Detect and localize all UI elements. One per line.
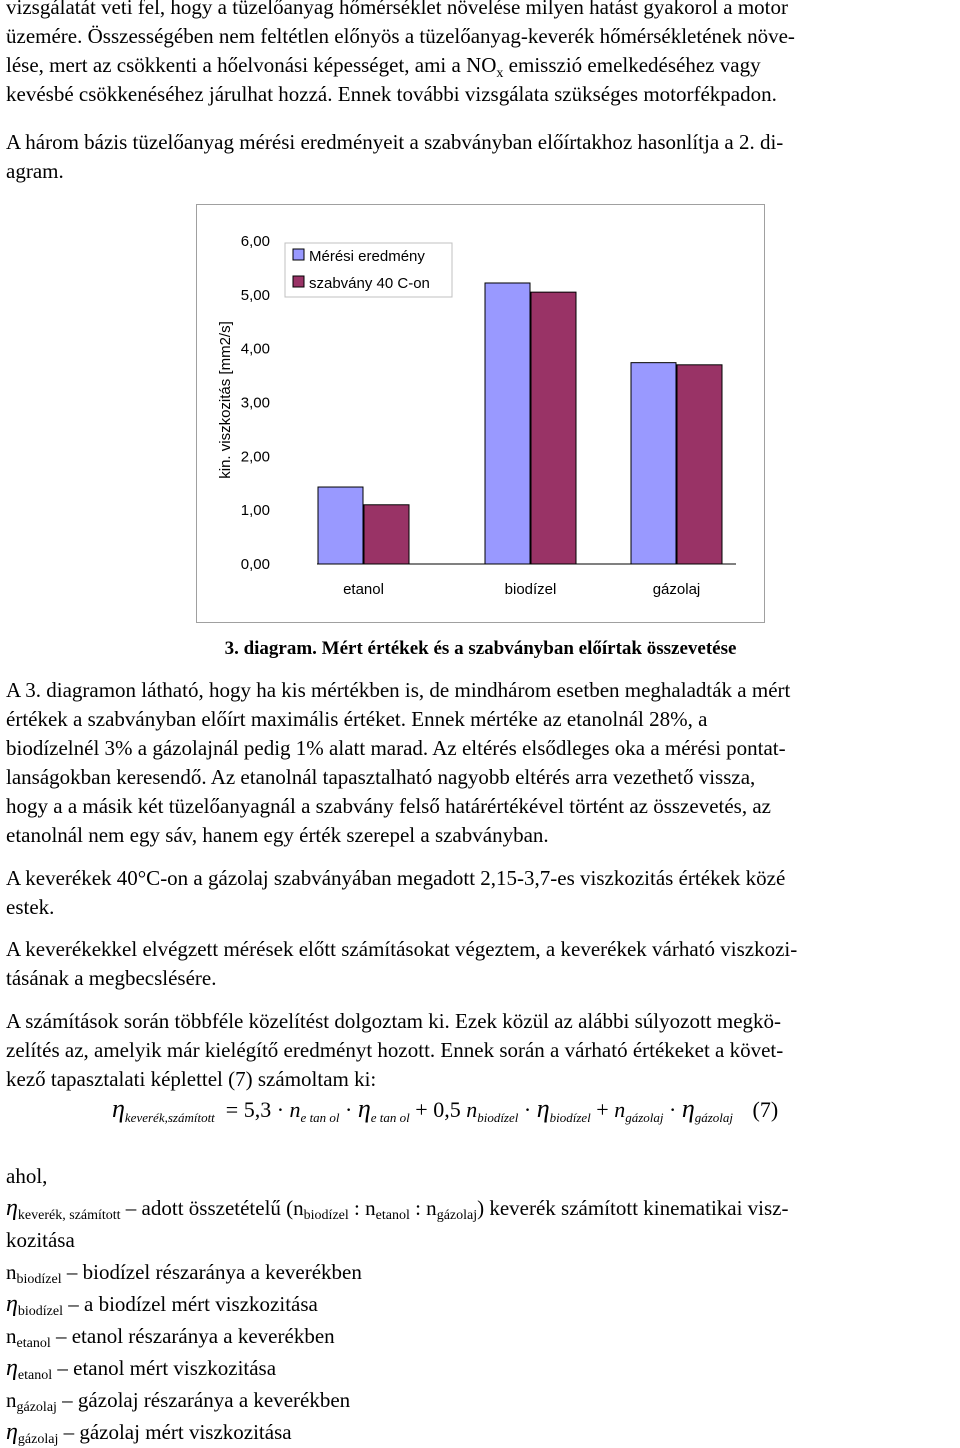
text-line: A keverékekkel elvégzett mérések előtt számításokat végeztem, a keverékek várható viszkozi- bbox=[6, 937, 798, 961]
y-tick-label: 6,00 bbox=[240, 233, 270, 250]
coefficient: 5,3 bbox=[243, 1097, 272, 1122]
dot: · bbox=[276, 1097, 285, 1122]
definition-continuation: kozitása bbox=[6, 1228, 75, 1252]
bar-standard-1 bbox=[531, 292, 576, 564]
x-category-label: gázolaj bbox=[652, 581, 701, 598]
text-segment: ) keverék számított kinematikai visz- bbox=[477, 1196, 789, 1220]
text-segment: – biodízel részaránya a keverékben bbox=[61, 1260, 362, 1284]
eta-symbol: η bbox=[6, 1291, 18, 1317]
text-line: A három bázis tüzelőanyag mérési eredményeit a szabványban előírtakhoz hasonlítja a 2. di- bbox=[6, 130, 784, 154]
subscript: biodízel bbox=[17, 1304, 64, 1319]
coefficient: 0,5 bbox=[433, 1097, 461, 1122]
equation-number: (7) bbox=[752, 1097, 779, 1122]
x-category-label: etanol bbox=[343, 581, 384, 598]
legend-label-standard: szabvány 40 C-on bbox=[309, 275, 430, 292]
x-category-label: biodízel bbox=[504, 581, 557, 598]
plus-sign: + bbox=[415, 1097, 428, 1122]
definition-eta-biodiesel bbox=[6, 1288, 951, 1320]
text-line: hogy a a másik két tüzelőanyagnál a szabvány felső határértékével történt az összevetés, az bbox=[6, 794, 771, 818]
subscript: biodízel bbox=[303, 1208, 349, 1223]
text-line: biodízelnél 3% a gázolajnál pedig 1% alatt marad. Az eltérés elsődleges oka a mérési pontat- bbox=[6, 736, 786, 760]
text-segment: lése, mert az csökkenti a hőelvonási képességet, ami a NO bbox=[6, 53, 497, 77]
formula-7 bbox=[112, 1094, 778, 1126]
eta-symbol: η bbox=[357, 1094, 371, 1123]
text-line: kevésbé csökkenéséhez járulhat hozzá. Ennek további vizsgálata szükséges motorfékpadon. bbox=[6, 82, 777, 106]
subscript: biodízel bbox=[16, 1272, 62, 1287]
variable-n: n bbox=[289, 1097, 301, 1122]
variable-n: n bbox=[614, 1097, 626, 1122]
y-tick-label: 5,00 bbox=[240, 286, 270, 304]
eta-symbol: η bbox=[6, 1355, 18, 1381]
text-segment: – etanol részaránya a keverékben bbox=[50, 1324, 335, 1348]
subscript: gázolaj bbox=[17, 1432, 59, 1447]
subscript: gázolaj bbox=[436, 1208, 478, 1223]
y-axis-label: kin. viszkozitás [mm2/s] bbox=[217, 321, 234, 479]
bar-measured-0 bbox=[318, 487, 363, 564]
definition-eta-mix bbox=[6, 1192, 951, 1224]
text-line: A számítások során többféle közelítést dolgoztam ki. Ezek közül az alábbi súlyozott megkö- bbox=[6, 1009, 782, 1033]
y-tick-label: 4,00 bbox=[240, 340, 270, 358]
eta-symbol: η bbox=[6, 1195, 18, 1221]
bar-standard-2 bbox=[677, 365, 722, 564]
bar-standard-0 bbox=[364, 505, 409, 564]
text-segment: emisszió emelkedéséhez vagy bbox=[508, 53, 761, 77]
text-line: kező tapasztalati képlettel (7) számoltam ki: bbox=[6, 1067, 377, 1091]
subscript: etanol bbox=[17, 1368, 53, 1383]
dot: · bbox=[345, 1097, 353, 1122]
variable-n: n bbox=[6, 1260, 17, 1284]
text-segment: – gázolaj mért viszkozitása bbox=[58, 1420, 292, 1444]
intro-paragraph bbox=[6, 0, 951, 109]
subscript: keverék,számított bbox=[124, 1110, 215, 1125]
text-line: estek. bbox=[6, 895, 55, 919]
eta-symbol: η bbox=[681, 1094, 695, 1123]
text-line: A 3. diagramon látható, hogy ha kis mértékben is, de mindhárom esetben meghaladták a mért bbox=[6, 678, 791, 702]
eta-symbol: η bbox=[6, 1419, 18, 1445]
paragraph-3 bbox=[6, 676, 951, 850]
ahol-label: ahol, bbox=[6, 1164, 48, 1188]
dot: · bbox=[523, 1097, 532, 1122]
subscript: e tan ol bbox=[300, 1110, 340, 1125]
text-line: agram. bbox=[6, 159, 64, 183]
y-tick-label: 1,00 bbox=[240, 502, 270, 520]
definition-eta-ethanol bbox=[6, 1352, 951, 1384]
legend-swatch-standard bbox=[293, 276, 304, 287]
text-segment: : n bbox=[409, 1196, 437, 1220]
figure-caption: 3. diagram. Mért értékek és a szabványban előírtak összevetése bbox=[224, 638, 737, 659]
text-segment: – etanol mért viszkozitása bbox=[52, 1356, 277, 1380]
text-line: lanságokban keresendő. Az etanolnál tapasztalható nagyobb eltérés arra vezethető vissza, bbox=[6, 765, 756, 789]
y-tick-label: 2,00 bbox=[240, 448, 270, 466]
variable-n: n bbox=[6, 1388, 17, 1412]
subscript: gázolaj bbox=[694, 1110, 734, 1125]
definition-n-ethanol bbox=[6, 1320, 951, 1352]
text-line: értékek a szabványban előírt maximális értéket. Ennek mértéke az etanolnál 28%, a bbox=[6, 707, 708, 731]
viscosity-bar-chart bbox=[196, 204, 765, 623]
eta-symbol: η bbox=[536, 1094, 550, 1123]
text-line: tásának a megbecslésére. bbox=[6, 966, 217, 990]
definition-n-diesel bbox=[6, 1384, 951, 1416]
eta-symbol: η bbox=[112, 1094, 125, 1123]
subscript: biodízel bbox=[549, 1110, 591, 1125]
variable-n: n bbox=[466, 1097, 478, 1122]
bar-measured-1 bbox=[485, 283, 530, 564]
text-segment: – a biodízel mért viszkozitása bbox=[63, 1292, 318, 1316]
y-tick-label: 3,00 bbox=[240, 394, 270, 412]
text-line: üzemére. Összességében nem feltétlen előnyös a tüzelőanyag-keverék hőmérsékletének növe- bbox=[6, 24, 795, 48]
subscript: gázolaj bbox=[625, 1110, 664, 1125]
subscript: etanol bbox=[16, 1336, 51, 1351]
definition-n-biodiesel bbox=[6, 1256, 951, 1288]
text-line: vizsgálatát veti fel, hogy a tüzelőanyag hőmérséklet növelése milyen hatást gyakorol a motor bbox=[6, 0, 788, 19]
legend-label-measured: Mérési eredmény bbox=[309, 248, 425, 265]
legend bbox=[285, 243, 452, 297]
subscript: biodízel bbox=[477, 1110, 519, 1125]
subscript: etanol bbox=[375, 1208, 410, 1223]
paragraph-4 bbox=[6, 864, 951, 922]
paragraph-2 bbox=[6, 128, 951, 186]
paragraph-6 bbox=[6, 1007, 951, 1094]
subscript: keverék, számított bbox=[17, 1208, 121, 1223]
definitions bbox=[6, 1160, 951, 1448]
subscript: e tan ol bbox=[370, 1110, 410, 1125]
paragraph-5 bbox=[6, 935, 951, 993]
subscript: gázolaj bbox=[16, 1400, 57, 1415]
variable-n: n bbox=[6, 1324, 17, 1348]
subscript: x bbox=[496, 66, 504, 82]
plus-sign: + bbox=[596, 1097, 609, 1122]
text-segment: – adott összetételű (n bbox=[120, 1196, 304, 1220]
text-line: A keverékek 40°C-on a gázolaj szabványában megadott 2,15-3,7-es viszkozitás értékek közé bbox=[6, 866, 786, 890]
text-line: etanolnál nem egy sáv, hanem egy érték szerepel a szabványban. bbox=[6, 823, 549, 847]
definition-eta-diesel bbox=[6, 1416, 951, 1448]
text-segment: – gázolaj részaránya a keverékben bbox=[56, 1388, 351, 1412]
text-segment: : n bbox=[348, 1196, 376, 1220]
dot: · bbox=[669, 1097, 677, 1122]
bar-measured-2 bbox=[631, 363, 676, 564]
text-line: zelítés az, amelyik már kielégítő eredményt hozott. Ennek során a várható értékeket a követ- bbox=[6, 1038, 784, 1062]
text-line bbox=[6, 51, 951, 80]
equals-sign: = bbox=[225, 1097, 239, 1122]
y-tick-label: 0,00 bbox=[240, 556, 270, 573]
legend-swatch-measured bbox=[293, 249, 304, 260]
